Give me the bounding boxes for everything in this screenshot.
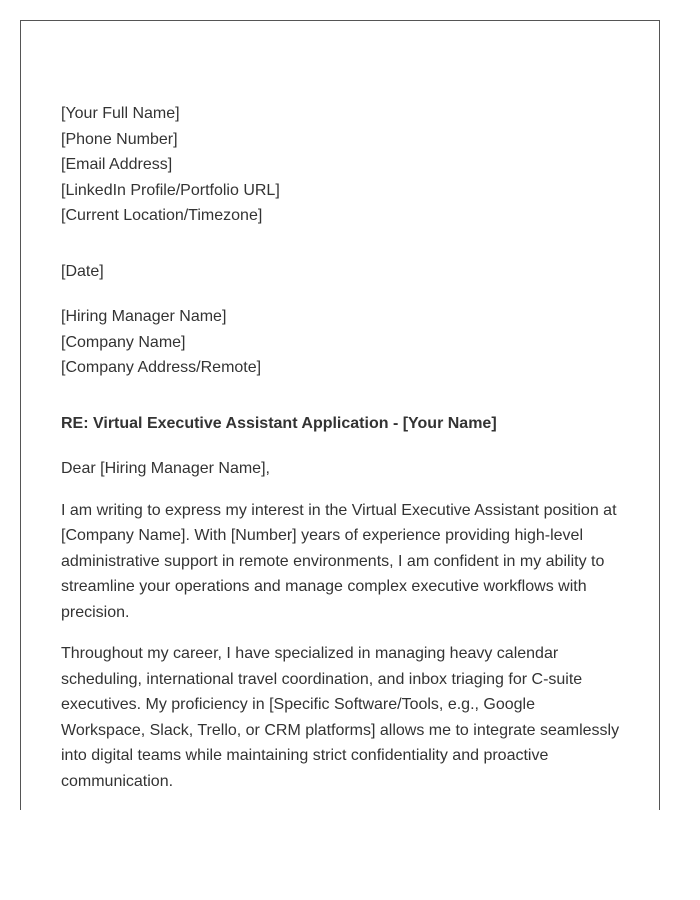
sender-phone: [Phone Number]: [61, 130, 178, 148]
paragraph-line: streamline your operations and manage complex executive workflows with: [61, 578, 587, 595]
subject-line: RE: Virtual Executive Assistant Application - [Your Name]: [61, 414, 497, 432]
body-paragraph-1: [61, 498, 631, 626]
recipient-block: [61, 304, 631, 381]
sender-full-name: [Your Full Name]: [61, 105, 180, 122]
recipient-company: [Company Name]: [61, 333, 186, 351]
sender-block: [61, 101, 631, 229]
paragraph-line: into digital teams while maintaining strict confidentiality and proactive: [61, 747, 549, 764]
paragraph-line: precision.: [61, 603, 130, 621]
letter-date: [Date]: [61, 262, 104, 280]
paragraph-line: I am writing to express my interest in the Virtual Executive Assistant position at: [61, 501, 617, 519]
paragraph-line: administrative support in remote environments, I am confident in my ability to: [61, 552, 605, 570]
letter-content: [61, 101, 631, 810]
paragraph-line: communication.: [61, 772, 174, 790]
sender-linkedin: [LinkedIn Profile/Portfolio URL]: [61, 181, 280, 199]
paragraph-line: [Company Name]. With [Number] years of experience providing high-level: [61, 527, 584, 544]
paragraph-line: executives. My proficiency in [Specific Software/Tools, e.g., Google: [61, 696, 535, 713]
recipient-address: [Company Address/Remote]: [61, 359, 262, 376]
letter-page: [20, 20, 660, 810]
recipient-manager: [Hiring Manager Name]: [61, 308, 227, 325]
salutation: Dear [Hiring Manager Name],: [61, 460, 270, 477]
paragraph-line: scheduling, international travel coordination, and inbox triaging for C-suite: [61, 670, 583, 688]
sender-location: [Current Location/Timezone]: [61, 207, 263, 224]
paragraph-line: Throughout my career, I have specialized in managing heavy calendar: [61, 645, 559, 662]
paragraph-line: Workspace, Slack, Trello, or CRM platforms] allows me to integrate seamlessly: [61, 721, 620, 739]
body-paragraph-2: [61, 641, 631, 794]
sender-email: [Email Address]: [61, 156, 173, 173]
